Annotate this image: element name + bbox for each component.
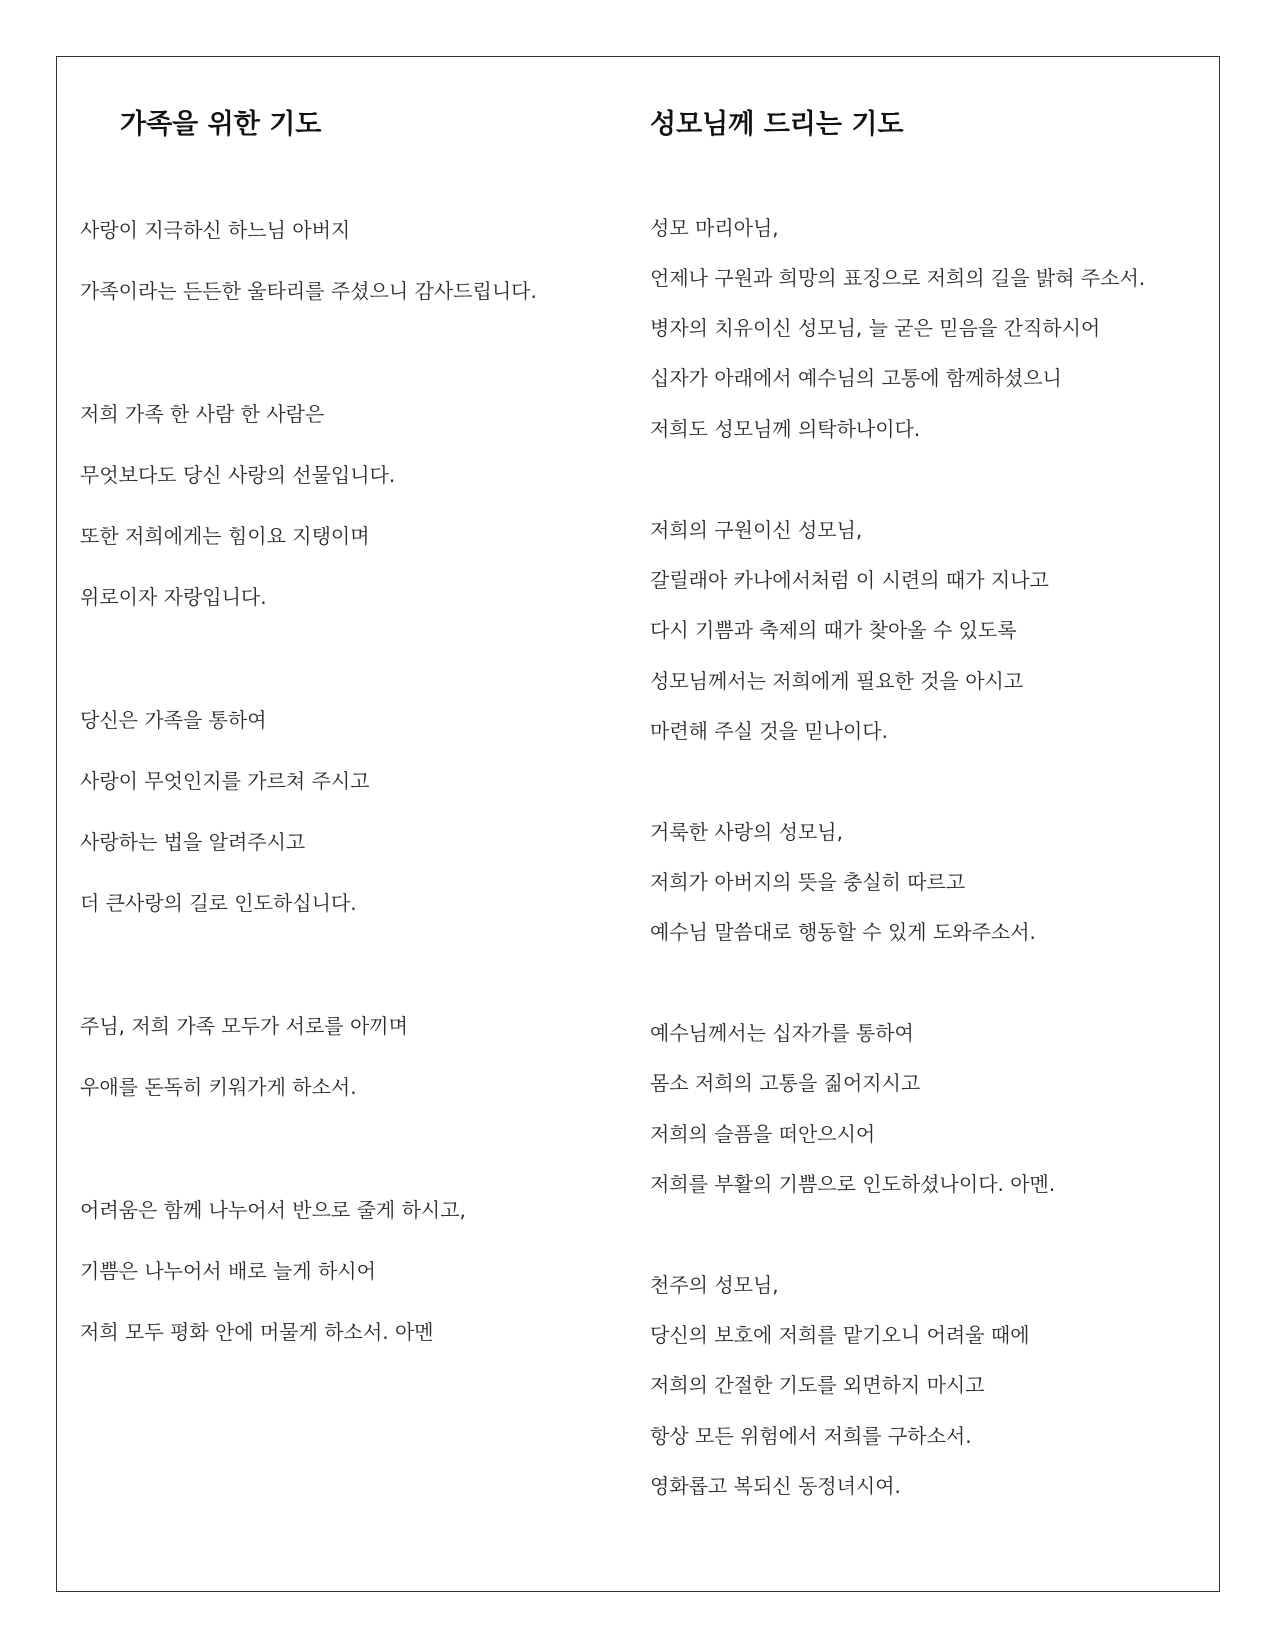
- family-prayer-line: 저희 가족 한 사람 한 사람은: [80, 402, 325, 426]
- mary-prayer-line: 저희를 부활의 기쁨으로 인도하셨나이다. 아멘.: [650, 1172, 1056, 1196]
- family-prayer-line: 가족이라는 든든한 울타리를 주셨으니 감사드립니다.: [80, 279, 537, 303]
- family-prayer-line: 사랑이 지극하신 하느님 아버지: [80, 218, 351, 242]
- mary-prayer-line: 성모님께서는 저희에게 필요한 것을 아시고: [650, 669, 1024, 693]
- mary-prayer-line: 예수님 말씀대로 행동할 수 있게 도와주소서.: [650, 920, 1036, 944]
- mary-prayer-line: 저희의 구원이신 성모님,: [650, 518, 863, 542]
- family-prayer-line: 저희 모두 평화 안에 머물게 하소서. 아멘: [80, 1320, 434, 1344]
- mary-prayer-line: 몸소 저희의 고통을 짊어지시고: [650, 1071, 921, 1095]
- family-prayer-line: 기쁨은 나누어서 배로 늘게 하시어: [80, 1259, 376, 1283]
- mary-prayer-title: 성모님께 드리는 기도: [650, 109, 904, 140]
- mary-prayer-line: 저희의 슬픔을 떠안으시어: [650, 1122, 876, 1146]
- family-prayer-line: 무엇보다도 당신 사랑의 선물입니다.: [80, 463, 396, 487]
- mary-prayer-line: 저희가 아버지의 뜻을 충실히 따르고: [650, 870, 966, 894]
- mary-prayer-line: 천주의 성모님,: [650, 1273, 779, 1297]
- family-prayer-line: 주님, 저희 가족 모두가 서로를 아끼며: [80, 1014, 408, 1038]
- mary-prayer-line: 저희도 성모님께 의탁하나이다.: [650, 417, 921, 441]
- mary-prayer-line: 당신의 보호에 저희를 맡기오니 어려울 때에: [650, 1323, 1030, 1347]
- mary-prayer-line: 영화롭고 복되신 동정녀시여.: [650, 1474, 901, 1498]
- family-prayer-line: 또한 저희에게는 힘이요 지탱이며: [80, 524, 370, 548]
- family-prayer-line: 더 큰사랑의 길로 인도하십니다.: [80, 891, 357, 915]
- mary-prayer-line: 언제나 구원과 희망의 표징으로 저희의 길을 밝혀 주소서.: [650, 266, 1146, 290]
- mary-prayer-line: 저희의 간절한 기도를 외면하지 마시고: [650, 1373, 985, 1397]
- mary-prayer-line: 갈릴래아 카나에서처럼 이 시련의 때가 지나고: [650, 568, 1049, 592]
- family-prayer-line: 사랑하는 법을 알려주시고: [80, 830, 306, 854]
- mary-prayer-line: 마련해 주실 것을 믿나이다.: [650, 719, 888, 743]
- mary-prayer-line: 항상 모든 위험에서 저희를 구하소서.: [650, 1424, 972, 1448]
- family-prayer-title: 가족을 위한 기도: [120, 109, 322, 140]
- mary-prayer-line: 병자의 치유이신 성모님, 늘 굳은 믿음을 간직하시어: [650, 316, 1101, 340]
- mary-prayer-line: 다시 기쁨과 축제의 때가 찾아올 수 있도록: [650, 618, 1017, 642]
- mary-prayer-line: 십자가 아래에서 예수님의 고통에 함께하셨으니: [650, 366, 1062, 390]
- mary-prayer-line: 예수님께서는 십자가를 통하여: [650, 1021, 914, 1045]
- family-prayer-line: 우애를 돈독히 키워가게 하소서.: [80, 1075, 357, 1099]
- family-prayer-line: 위로이자 자랑입니다.: [80, 585, 267, 609]
- family-prayer-line: 사랑이 무엇인지를 가르쳐 주시고: [80, 769, 370, 793]
- family-prayer-line: 어려움은 함께 나누어서 반으로 줄게 하시고,: [80, 1198, 466, 1222]
- mary-prayer-line: 성모 마리아님,: [650, 216, 779, 240]
- family-prayer-line: 당신은 가족을 통하여: [80, 708, 267, 732]
- mary-prayer-line: 거룩한 사랑의 성모님,: [650, 820, 843, 844]
